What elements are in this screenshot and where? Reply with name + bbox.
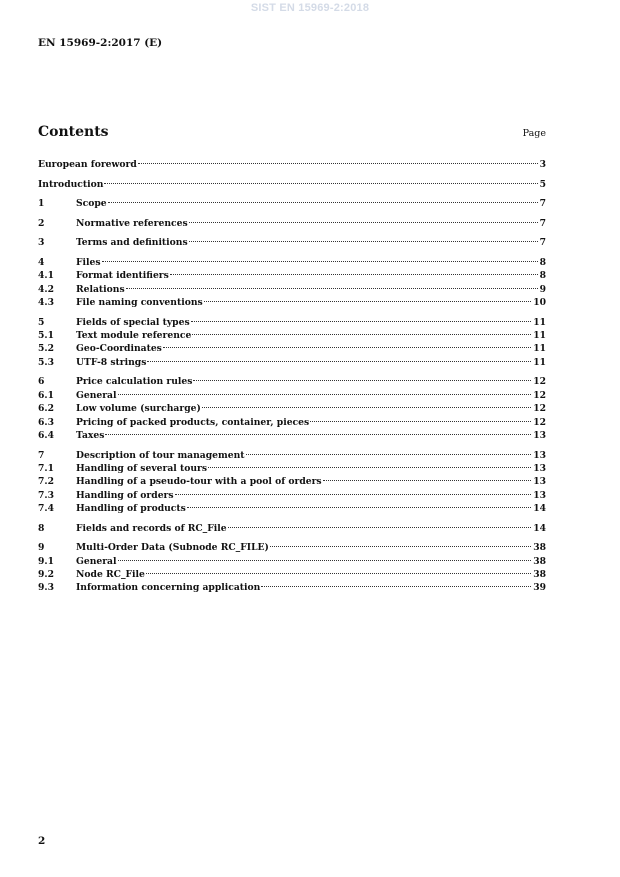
toc-entry-title: Text module reference [76, 330, 192, 342]
dot-leader [204, 301, 532, 302]
toc-entry-title: Handling of several tours [76, 462, 208, 474]
toc-entry-title: Terms and definitions [76, 237, 188, 249]
toc-entry-page: 11 [533, 356, 546, 368]
toc-entry-number: 1 [38, 198, 45, 210]
toc-entry-title: Introduction [38, 178, 104, 190]
toc-entry-title: General [76, 389, 117, 401]
toc-entry-title: Fields and records of RC_File [76, 522, 227, 534]
dot-leader [104, 183, 537, 184]
toc-entry[interactable] [38, 283, 546, 296]
toc-entry-number: 5 [38, 316, 45, 328]
document-id: EN 15969-2:2017 (E) [38, 37, 163, 49]
toc-entry-number: 9.3 [38, 582, 54, 594]
toc-entry-title: Price calculation rules [76, 376, 193, 388]
toc-entry[interactable] [38, 389, 546, 402]
toc-entry[interactable] [38, 217, 546, 230]
toc-entry-title: Handling of orders [76, 489, 174, 501]
toc-entry-number: 6.4 [38, 429, 54, 441]
dot-leader [310, 421, 531, 422]
toc-entry[interactable] [38, 356, 546, 369]
toc-entry[interactable] [38, 429, 546, 442]
toc-entry-number: 7.1 [38, 462, 54, 474]
toc-entry-number: 6.1 [38, 389, 54, 401]
toc-entry-number: 8 [38, 522, 45, 534]
toc-entry-page: 12 [533, 376, 546, 388]
toc-entry-title: Fields of special types [76, 316, 190, 328]
toc-entry-title: Node RC_File [76, 569, 145, 581]
toc-entry[interactable] [38, 342, 546, 355]
toc-entry-title: Pricing of packed products, container, pieces [76, 416, 310, 428]
toc-entry-number: 5.3 [38, 356, 54, 368]
toc-entry[interactable] [38, 568, 546, 581]
toc-entry-page: 11 [533, 343, 546, 355]
dot-leader [102, 261, 538, 262]
dot-leader [191, 321, 532, 322]
toc-entry-number: 2 [38, 217, 45, 229]
toc-entry[interactable] [38, 555, 546, 568]
toc-entry-page: 38 [533, 569, 546, 581]
toc-entry[interactable] [38, 269, 546, 282]
toc-entry[interactable] [38, 522, 546, 535]
toc-entry[interactable] [38, 329, 546, 342]
toc-entry-title: Multi-Order Data (Subnode RC_FILE) [76, 542, 269, 554]
toc-entry-page: 12 [533, 416, 546, 428]
toc-entry-page: 8 [539, 270, 546, 282]
toc-entry-page: 13 [533, 476, 546, 488]
toc-entry-number: 7.2 [38, 476, 54, 488]
toc-entry-number: 6 [38, 376, 45, 388]
toc-entry[interactable] [38, 375, 546, 388]
toc-entry[interactable] [38, 402, 546, 415]
table-of-contents [38, 158, 546, 595]
toc-entry-number: 7.3 [38, 489, 54, 501]
dot-leader [193, 380, 531, 381]
dot-leader [146, 573, 531, 574]
toc-entry-title: Scope [76, 198, 107, 210]
toc-entry[interactable] [38, 416, 546, 429]
toc-entry-page: 12 [533, 389, 546, 401]
toc-entry[interactable] [38, 489, 546, 502]
dot-leader [163, 347, 531, 348]
dot-leader [189, 241, 538, 242]
toc-entry-page: 13 [533, 462, 546, 474]
toc-entry-number: 4 [38, 256, 45, 268]
toc-entry-number: 4.2 [38, 283, 54, 295]
dot-leader [187, 507, 531, 508]
toc-entry-number: 4.3 [38, 297, 54, 309]
toc-entry-page: 12 [533, 403, 546, 415]
toc-entry[interactable] [38, 462, 546, 475]
toc-entry-title: Information concerning application [76, 582, 261, 594]
toc-entry-number: 9.1 [38, 555, 54, 567]
dot-leader [323, 480, 532, 481]
toc-entry-title: File naming conventions [76, 297, 203, 309]
toc-entry-number: 6.2 [38, 403, 54, 415]
toc-entry-title: Handling of a pseudo-tour with a pool of orders [76, 476, 322, 488]
toc-entry[interactable] [38, 158, 546, 171]
toc-entry-page: 7 [539, 217, 546, 229]
toc-entry-title: Taxes [76, 429, 105, 441]
dot-leader [228, 527, 532, 528]
toc-entry-title: European foreword [38, 159, 137, 170]
toc-entry-page: 39 [533, 582, 546, 594]
toc-entry[interactable] [38, 296, 546, 309]
contents-title: Contents [38, 124, 109, 140]
toc-entry[interactable] [38, 236, 546, 249]
toc-entry-number: 7 [38, 449, 45, 461]
toc-entry-title: Geo-Coordinates [76, 343, 162, 355]
toc-entry-number: 9 [38, 542, 45, 554]
page-column-label: Page [522, 128, 546, 139]
toc-entry-page: 10 [533, 297, 546, 309]
dot-leader [175, 494, 532, 495]
toc-entry[interactable] [38, 449, 546, 462]
toc-entry[interactable] [38, 475, 546, 488]
toc-entry-page: 9 [539, 283, 546, 295]
toc-entry-number: 9.2 [38, 569, 54, 581]
toc-entry-title: Low volume (surcharge) [76, 403, 201, 415]
dot-leader [202, 407, 531, 408]
dot-leader [208, 467, 531, 468]
toc-entry[interactable] [38, 178, 546, 191]
toc-entry[interactable] [38, 316, 546, 329]
toc-entry-title: Description of tour management [76, 449, 245, 461]
dot-leader [261, 586, 531, 587]
dot-leader [147, 361, 531, 362]
dot-leader [270, 546, 531, 547]
toc-entry[interactable] [38, 256, 546, 269]
toc-entry-title: General [76, 555, 117, 567]
toc-entry-page: 13 [533, 449, 546, 461]
toc-entry-page: 11 [533, 316, 546, 328]
toc-entry-title: Format identifiers [76, 270, 169, 282]
toc-entry-title: Files [76, 256, 101, 268]
toc-entry-page: 38 [533, 555, 546, 567]
toc-entry-page: 38 [533, 542, 546, 554]
toc-entry-page: 13 [533, 429, 546, 441]
toc-entry-page: 14 [533, 503, 546, 515]
toc-entry-number: 5.1 [38, 330, 54, 342]
toc-entry-page: 7 [539, 237, 546, 249]
toc-entry-page: 5 [539, 178, 546, 190]
toc-entry[interactable] [38, 502, 546, 515]
dot-leader [192, 334, 531, 335]
toc-entry-title: UTF-8 strings [76, 356, 147, 368]
toc-entry-page: 3 [539, 159, 546, 170]
toc-entry-title: Relations [76, 283, 125, 295]
dot-leader [105, 434, 531, 435]
toc-entry[interactable] [38, 541, 546, 554]
toc-entry-page: 13 [533, 489, 546, 501]
dot-leader [138, 163, 538, 164]
dot-leader [189, 222, 538, 223]
dot-leader [246, 454, 532, 455]
toc-entry[interactable] [38, 581, 546, 594]
toc-entry-number: 5.2 [38, 343, 54, 355]
toc-entry-title: Normative references [76, 217, 188, 229]
toc-entry-title: Handling of products [76, 503, 186, 515]
dot-leader [126, 288, 538, 289]
dot-leader [170, 274, 538, 275]
toc-entry-page: 14 [533, 522, 546, 534]
toc-entry-page: 7 [539, 198, 546, 210]
toc-entry-number: 6.3 [38, 416, 54, 428]
dot-leader [108, 202, 538, 203]
toc-entry-number: 4.1 [38, 270, 54, 282]
toc-entry-number: 3 [38, 237, 45, 249]
toc-entry-page: 11 [533, 330, 546, 342]
toc-entry-number: 7.4 [38, 503, 54, 515]
page-number: 2 [38, 835, 46, 847]
watermark: SIST EN 15969-2:2018 [250, 2, 370, 14]
dot-leader [118, 394, 532, 395]
toc-entry-page: 8 [539, 256, 546, 268]
dot-leader [118, 560, 532, 561]
toc-entry[interactable] [38, 197, 546, 210]
